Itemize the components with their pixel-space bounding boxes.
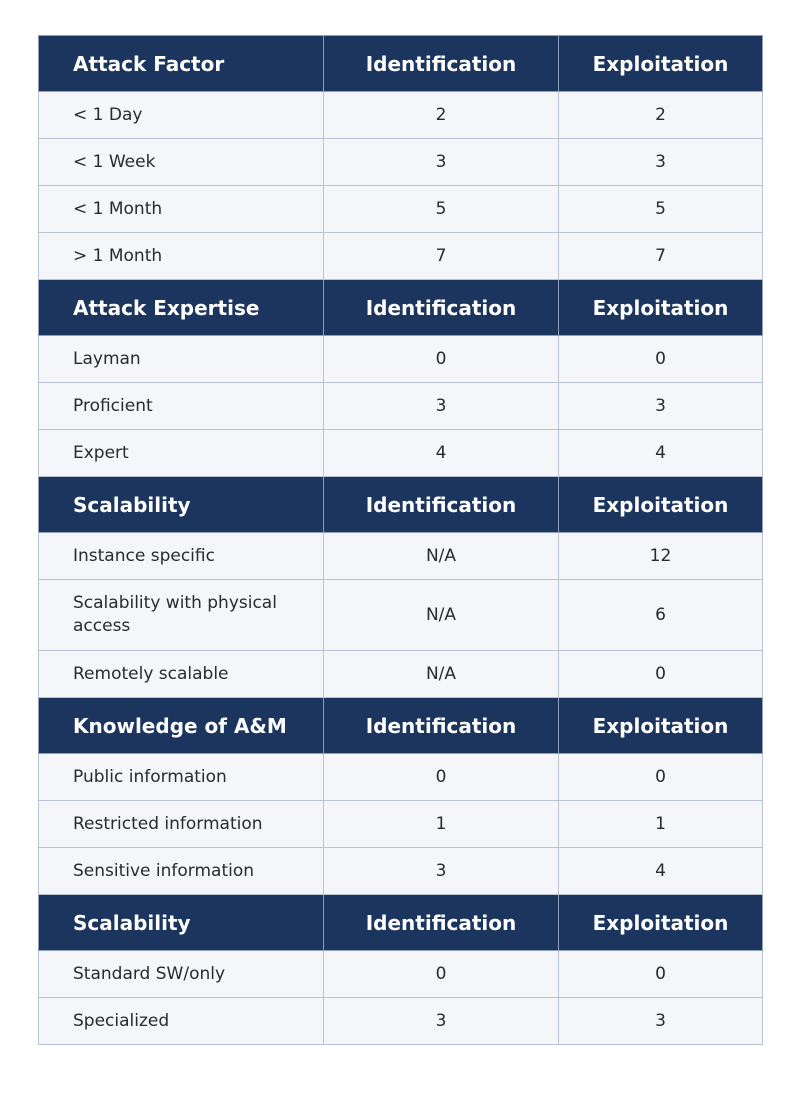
table-row: [39, 801, 763, 848]
identification-value: N/A: [324, 533, 559, 580]
section-header-exploitation: Exploitation: [559, 895, 763, 951]
exploitation-value: 0: [559, 336, 763, 383]
row-label: < 1 Week: [39, 139, 324, 186]
row-label: < 1 Month: [39, 186, 324, 233]
section-header-identification: Identification: [324, 280, 559, 336]
section-header-identification: Identification: [324, 36, 559, 92]
row-label: Restricted information: [39, 801, 324, 848]
table-row: [39, 580, 763, 651]
identification-value: 2: [324, 92, 559, 139]
exploitation-value: 1: [559, 801, 763, 848]
section-header-row: [39, 698, 763, 754]
table-row: [39, 336, 763, 383]
section-header-row: [39, 36, 763, 92]
identification-value: 3: [324, 383, 559, 430]
exploitation-value: 5: [559, 186, 763, 233]
row-label: Specialized: [39, 998, 324, 1045]
table-row: [39, 383, 763, 430]
attack-factor-table: [38, 35, 763, 1045]
section-header-exploitation: Exploitation: [559, 698, 763, 754]
section-header-factor: Scalability: [39, 895, 324, 951]
section-header-exploitation: Exploitation: [559, 280, 763, 336]
exploitation-value: 12: [559, 533, 763, 580]
attack-factor-table-container: [38, 35, 762, 1045]
section-header-identification: Identification: [324, 895, 559, 951]
row-label: > 1 Month: [39, 233, 324, 280]
section-header-exploitation: Exploitation: [559, 477, 763, 533]
identification-value: 3: [324, 848, 559, 895]
exploitation-value: 3: [559, 139, 763, 186]
row-label: < 1 Day: [39, 92, 324, 139]
identification-value: 7: [324, 233, 559, 280]
table-row: [39, 951, 763, 998]
table-row: [39, 848, 763, 895]
table-row: [39, 651, 763, 698]
table-row: [39, 139, 763, 186]
identification-value: 3: [324, 998, 559, 1045]
row-label: Layman: [39, 336, 324, 383]
row-label: Proficient: [39, 383, 324, 430]
table-row: [39, 233, 763, 280]
row-label: Standard SW/only: [39, 951, 324, 998]
identification-value: 0: [324, 754, 559, 801]
section-header-factor: Attack Expertise: [39, 280, 324, 336]
table-row: [39, 186, 763, 233]
row-label: Instance specific: [39, 533, 324, 580]
identification-value: 1: [324, 801, 559, 848]
row-label: Remotely scalable: [39, 651, 324, 698]
row-label: Expert: [39, 430, 324, 477]
identification-value: 0: [324, 951, 559, 998]
table-row: [39, 533, 763, 580]
section-header-row: [39, 477, 763, 533]
exploitation-value: 4: [559, 430, 763, 477]
table-row: [39, 754, 763, 801]
identification-value: N/A: [324, 580, 559, 651]
section-header-factor: Knowledge of A&M: [39, 698, 324, 754]
row-label: Scalability with physical access: [39, 580, 324, 651]
exploitation-value: 0: [559, 651, 763, 698]
identification-value: 3: [324, 139, 559, 186]
section-header-factor: Scalability: [39, 477, 324, 533]
exploitation-value: 6: [559, 580, 763, 651]
exploitation-value: 0: [559, 951, 763, 998]
exploitation-value: 2: [559, 92, 763, 139]
exploitation-value: 7: [559, 233, 763, 280]
section-header-row: [39, 280, 763, 336]
row-label: Public information: [39, 754, 324, 801]
table-row: [39, 998, 763, 1045]
exploitation-value: 3: [559, 998, 763, 1045]
section-header-row: [39, 895, 763, 951]
table-row: [39, 430, 763, 477]
section-header-identification: Identification: [324, 698, 559, 754]
identification-value: 5: [324, 186, 559, 233]
row-label: Sensitive information: [39, 848, 324, 895]
identification-value: 4: [324, 430, 559, 477]
table-row: [39, 92, 763, 139]
identification-value: 0: [324, 336, 559, 383]
identification-value: N/A: [324, 651, 559, 698]
exploitation-value: 4: [559, 848, 763, 895]
section-header-exploitation: Exploitation: [559, 36, 763, 92]
exploitation-value: 3: [559, 383, 763, 430]
section-header-factor: Attack Factor: [39, 36, 324, 92]
exploitation-value: 0: [559, 754, 763, 801]
section-header-identification: Identification: [324, 477, 559, 533]
